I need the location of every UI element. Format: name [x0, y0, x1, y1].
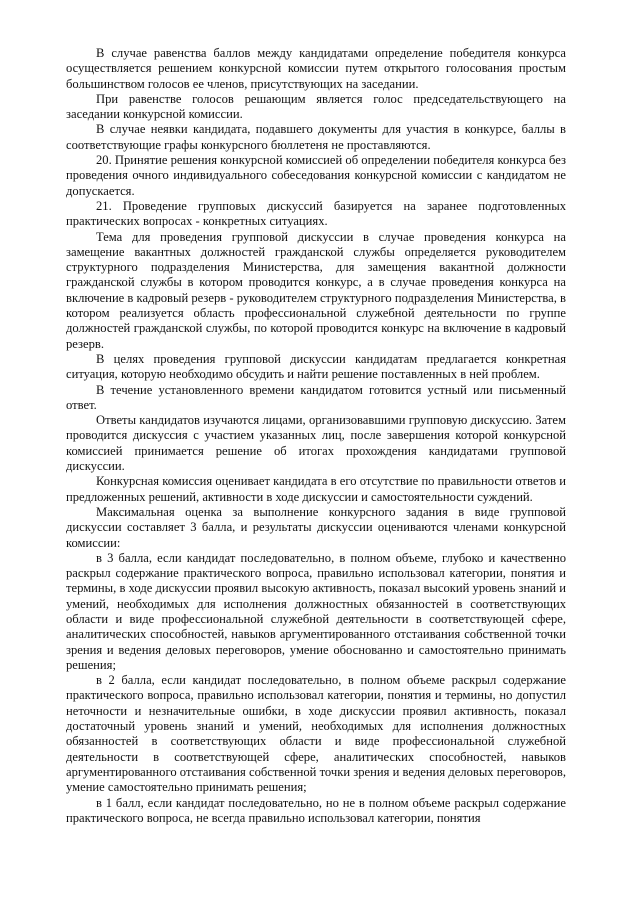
- paragraph-discussion-topic: Тема для проведения групповой дискуссии в случае проведения конкурса на замещение вакантных должностей гражданской службы определяется руководителем структурного подразделения Министерства, для замещения вакантной должности гражданской службы в котором проводится конкурс, а в случае проведения конкурса на включение в кадровый резерв - руководителем структурного подразделения Министерства, в котором реализуется область профессиональной служебной деятельности по группе должностей гражданской службы, по которой проводится конкурс на включение в кадровый резерв.: [66, 229, 566, 351]
- paragraph-tie-break: В случае равенства баллов между кандидатами определение победителя конкурса осуществляется решением конкурсной комиссии путем открытого голосования простым большинством голосов ее членов, присутствующих на заседании.: [66, 46, 566, 91]
- paragraph-answers-review: Ответы кандидатов изучаются лицами, организовавшими групповую дискуссию. Затем проводится дискуссия с участием указанных лиц, после завершения которой конкурсной комиссией принимается решение об итогах прохождения кандидатами групповой дискуссии.: [66, 413, 566, 474]
- paragraph-score-2: в 2 балла, если кандидат последовательно, в полном объеме раскрыл содержание практического вопроса, правильно использовал категории, понятия и термины, но допустил неточности и незначительные ошибки, в ходе дискуссии проявил активность, показал достаточный уровень знаний и умений, необходимых для исполнения должностных обязанностей в соответствующих области и виде профессиональной служебной деятельности в соответствующей сфере, аналитических способностей, навыков аргументированного отстаивания собственной точки зрения и ведения деловых переговоров, умение самостоятельно принимать решения;: [66, 673, 566, 795]
- paragraph-score-3: в 3 балла, если кандидат последовательно, в полном объеме, глубоко и качественно раскрыл содержание практического вопроса, правильно использовал категории, понятия и термины, в ходе дискуссии проявил высокую активность, показал высокий уровень знаний и умений, необходимых для исполнения должностных обязанностей в соответствующих области и виде профессиональной служебной деятельности в соответствующей сфере, аналитических способностей, навыков аргументированного отстаивания собственной точки зрения и ведения деловых переговоров, умение обоснованно и самостоятельно принимать решения;: [66, 550, 566, 672]
- paragraph-situation: В целях проведения групповой дискуссии кандидатам предлагается конкретная ситуация, которую необходимо обсудить и найти решение поставленных в ней проблем.: [66, 351, 566, 382]
- paragraph-max-score: Максимальная оценка за выполнение конкурсного задания в виде групповой дискуссии составляет 3 балла, и результаты дискуссии оцениваются членами конкурсной комиссии:: [66, 504, 566, 550]
- paragraph-item-20: 20. Принятие решения конкурсной комиссией об определении победителя конкурса без проведения очного индивидуального собеседования конкурсной комиссии с кандидатом не допускается.: [66, 153, 566, 198]
- paragraph-answer: В течение установленного времени кандидатом готовится устный или письменный ответ.: [66, 382, 566, 412]
- document-text: [66, 46, 566, 826]
- paragraph-evaluation: Конкурсная комиссия оценивает кандидата в его отсутствие по правильности ответов и предложенных решений, активности в ходе дискуссии и самостоятельности суждений.: [66, 474, 566, 504]
- paragraph-no-show: В случае неявки кандидата, подавшего документы для участия в конкурсе, баллы в соответствующие графы конкурсного бюллетеня не проставляются.: [66, 122, 566, 152]
- paragraph-item-21: 21. Проведение групповых дискуссий базируется на заранее подготовленных практических вопросах - конкретных ситуациях.: [66, 198, 566, 229]
- paragraph-score-1: в 1 балл, если кандидат последовательно, но не в полном объеме раскрыл содержание практического вопроса, не всегда правильно использовал категории, понятия: [66, 795, 566, 825]
- paragraph-equal-votes: При равенстве голосов решающим является голос председательствующего на заседании конкурсной комиссии.: [66, 91, 566, 122]
